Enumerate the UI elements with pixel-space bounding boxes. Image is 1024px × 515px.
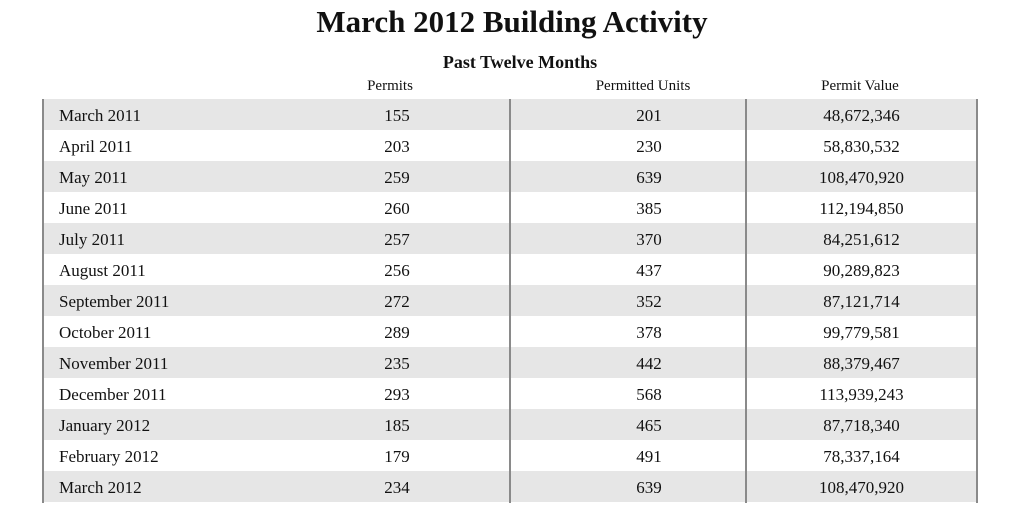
month-cell: March 2011: [59, 106, 141, 125]
table-row: [44, 130, 978, 161]
table-row: [44, 161, 978, 192]
permit-value-cell: 112,194,850: [819, 199, 904, 218]
table-row: [44, 285, 978, 316]
permits-cell: 272: [384, 292, 410, 311]
permit-value-cell: 108,470,920: [819, 478, 904, 497]
month-cell: July 2011: [59, 230, 125, 249]
table-row: [44, 347, 978, 378]
permits-cell: 256: [384, 261, 410, 280]
permitted-units-cell: 442: [636, 354, 662, 373]
month-cell: January 2012: [59, 416, 151, 435]
column-header-permitted-units: Permitted Units: [595, 78, 691, 94]
month-cell: April 2011: [59, 137, 133, 156]
table-row: [44, 99, 978, 130]
permit-value-cell: 108,470,920: [819, 168, 904, 187]
permit-value-cell: 84,251,612: [823, 230, 900, 249]
table-row: [44, 378, 978, 409]
permits-cell: 185: [384, 416, 410, 435]
permit-value-cell: 58,830,532: [823, 137, 900, 156]
permitted-units-cell: 491: [636, 447, 662, 466]
permitted-units-cell: 370: [636, 230, 662, 249]
permits-cell: 203: [384, 137, 410, 156]
month-cell: February 2012: [59, 447, 159, 466]
permitted-units-cell: 465: [636, 416, 662, 435]
permits-cell: 259: [384, 168, 410, 187]
permit-value-cell: 87,718,340: [823, 416, 900, 435]
table-left-border: [42, 99, 44, 503]
table-row: [44, 316, 978, 347]
permitted-units-cell: 201: [636, 106, 662, 125]
permits-cell: 293: [384, 385, 410, 404]
table-row: [44, 223, 978, 254]
permits-cell: 289: [384, 323, 410, 342]
permitted-units-cell: 378: [636, 323, 662, 342]
table-row: [44, 254, 978, 285]
table-row: [44, 440, 978, 471]
permit-value-cell: 48,672,346: [823, 106, 900, 125]
column-header-permits: Permits: [367, 78, 413, 94]
table-subtitle: Past Twelve Months: [442, 52, 598, 72]
column-divider: [745, 99, 747, 503]
permitted-units-cell: 437: [636, 261, 662, 280]
permits-cell: 260: [384, 199, 410, 218]
table-row: [44, 409, 978, 440]
month-cell: September 2011: [59, 292, 170, 311]
month-cell: October 2011: [59, 323, 152, 342]
permits-cell: 257: [384, 230, 410, 249]
permits-cell: 179: [384, 447, 410, 466]
month-cell: May 2011: [59, 168, 128, 187]
month-cell: August 2011: [59, 261, 146, 280]
permit-value-cell: 87,121,714: [823, 292, 900, 311]
month-cell: December 2011: [59, 385, 167, 404]
month-cell: March 2012: [59, 478, 142, 497]
permitted-units-cell: 639: [636, 478, 662, 497]
column-header-permit-value: Permit Value: [821, 78, 899, 94]
permit-value-cell: 88,379,467: [823, 354, 900, 373]
table-title: March 2012 Building Activity: [316, 4, 708, 39]
permitted-units-cell: 568: [636, 385, 662, 404]
table-row: [44, 471, 978, 502]
permitted-units-cell: 639: [636, 168, 662, 187]
permits-cell: 235: [384, 354, 410, 373]
building-activity-table: [42, 99, 978, 503]
month-cell: November 2011: [59, 354, 169, 373]
permitted-units-cell: 385: [636, 199, 662, 218]
table-right-border: [976, 99, 978, 503]
permitted-units-cell: 230: [636, 137, 662, 156]
month-cell: June 2011: [59, 199, 128, 218]
permitted-units-cell: 352: [636, 292, 662, 311]
column-divider: [509, 99, 511, 503]
permits-cell: 234: [384, 478, 410, 497]
permits-cell: 155: [384, 106, 410, 125]
permit-value-cell: 78,337,164: [823, 447, 900, 466]
permit-value-cell: 99,779,581: [823, 323, 900, 342]
permit-value-cell: 90,289,823: [823, 261, 900, 280]
permit-value-cell: 113,939,243: [819, 385, 904, 404]
table-row: [44, 192, 978, 223]
